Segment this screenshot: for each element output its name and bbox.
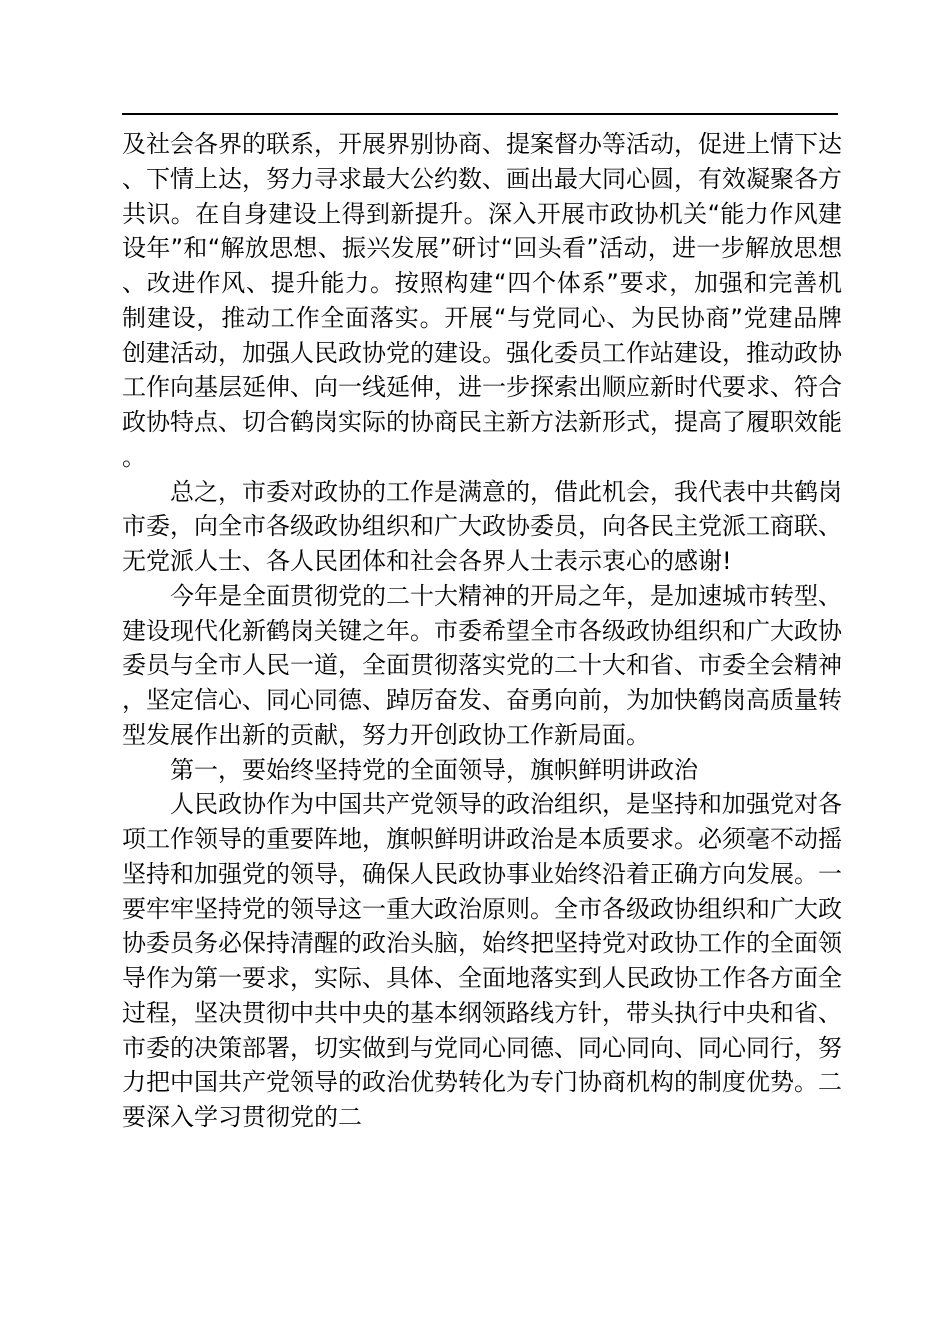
paragraph-3: 今年是全面贯彻党的二十大精神的开局之年，是加速城市转型、建设现代化新鹤岗关键之年。市委希望全市各级政协组织和广大政协委员与全市人民一道，全面贯彻落实党的二十大和省、市委全会精神，坚定信心、同心同德、踔厉奋发、奋勇向前，为加快鹤岗高质量转型发展作出新的贡献，努力开创政协工作新局面。: [122, 581, 842, 749]
paragraph-5: 人民政协作为中国共产党领导的政治组织，是坚持和加强党对各项工作领导的重要阵地，旗帜鲜明讲政治是本质要求。必须毫不动摇坚持和加强党的领导，确保人民政协事业始终沿着正确方向发展。一要牢牢坚持党的领导这一重大政治原则。全市各级政协组织和广大政协委员务必保持清醒的政治头脑，始终把坚持党对政协工作的全面领导作为第一要求，实际、具体、全面地落实到人民政协工作各方面全过程，坚决贯彻中共中央的基本纲领路线方针，带头执行中央和省、市委的决策部署，切实做到与党同心同德、同心同向、同心同行，努力把中国共产党领导的政治优势转化为专门协商机构的制度优势。二要深入学习贯彻党的二: [122, 790, 842, 1131]
paragraph-1: 及社会各界的联系，开展界别协商、提案督办等活动，促进上情下达、下情上达，努力寻求最大公约数、画出最大同心圆，有效凝聚各方共识。在自身建设上得到新提升。深入开展市政协机关“能力作风建设年”和“解放思想、振兴发展”研讨“回头看”活动，进一步解放思想、改进作风、提升能力。按照构建“四个体系”要求，加强和完善机制建设，推动工作全面落实。开展“与党同心、为民协商”党建品牌创建活动，加强人民政协党的建设。强化委员工作站建设，推动政协工作向基层延伸、向一线延伸，进一步探索出顺应新时代要求、符合政协特点、切合鹤岗实际的协商民主新方法新形式，提高了履职效能。: [122, 130, 842, 471]
document-body: [122, 127, 842, 1135]
paragraph-2: 总之，市委对政协的工作是满意的，借此机会，我代表中共鹤岗市委，向全市各级政协组织和广大政协委员，向各民主党派工商联、无党派人士、各人民团体和社会各界人士表示衷心的感谢!: [122, 477, 842, 575]
header-rule: [122, 113, 838, 115]
section-heading: 第一，要始终坚持党的全面领导，旗帜鲜明讲政治: [170, 755, 698, 784]
